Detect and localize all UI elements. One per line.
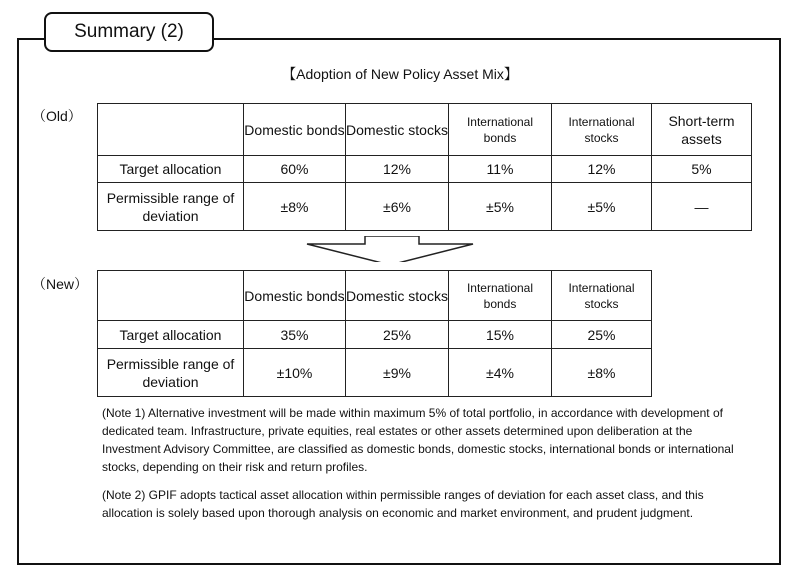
column-header: Domestic bonds <box>244 271 346 321</box>
row-label: Target allocation <box>98 156 244 183</box>
tab-title: Summary (2) <box>74 21 184 42</box>
row-label: Permissible range of deviation <box>98 183 244 231</box>
table-row <box>98 321 652 349</box>
note-2: (Note 2) GPIF adopts tactical asset allocation within permissible ranges of deviation for each asset class, and this allocation is solely based upon thorough analysis on economic and market environment, and prudent judgment. <box>102 488 704 520</box>
table-row <box>98 183 752 231</box>
column-header: Domestic stocks <box>346 104 449 156</box>
old-label: （Old） <box>32 108 82 124</box>
cell: 25% <box>552 321 652 349</box>
table-header-row <box>98 104 752 156</box>
cell: — <box>652 183 752 231</box>
cell: ±5% <box>449 183 552 231</box>
cell: ±6% <box>346 183 449 231</box>
column-header: International stocks <box>552 104 652 156</box>
cell: ±9% <box>346 349 449 397</box>
note-1: (Note 1) Alternative investment will be made within maximum 5% of total portfolio, in accordance with development of dedicated team. Infrastructure, private equities, real estates or other assets determined upon deliberation at the Investment Advisory Committee, are classified as domestic bonds, domestic stocks, international bonds or international stocks, depending on their risk and return profiles. <box>102 406 734 474</box>
cell: 15% <box>449 321 552 349</box>
table-header-row <box>98 271 652 321</box>
column-header: Short-term assets <box>652 104 752 156</box>
cell: ±8% <box>244 183 346 231</box>
cell: ±4% <box>449 349 552 397</box>
cell: 60% <box>244 156 346 183</box>
cell: 5% <box>652 156 752 183</box>
column-header: Domestic stocks <box>346 271 449 321</box>
row-label: Permissible range of deviation <box>98 349 244 397</box>
cell: 11% <box>449 156 552 183</box>
cell: ±5% <box>552 183 652 231</box>
cell: 25% <box>346 321 449 349</box>
cell: ±8% <box>552 349 652 397</box>
summary-tab <box>44 12 214 52</box>
table-row <box>98 156 752 183</box>
new-allocation-table <box>97 270 652 397</box>
cell: 12% <box>552 156 652 183</box>
new-label: （New） <box>32 276 89 292</box>
section-title: 【Adoption of New Policy Asset Mix】 <box>282 66 518 82</box>
notes <box>102 404 752 532</box>
cell: 12% <box>346 156 449 183</box>
column-header: International bonds <box>449 104 552 156</box>
row-label: Target allocation <box>98 321 244 349</box>
cell: ±10% <box>244 349 346 397</box>
cell: 35% <box>244 321 346 349</box>
down-arrow-icon <box>305 236 475 262</box>
table-row <box>98 349 652 397</box>
column-header: International stocks <box>552 271 652 321</box>
old-allocation-table <box>97 103 752 231</box>
column-header: International bonds <box>449 271 552 321</box>
column-header: Domestic bonds <box>244 104 346 156</box>
